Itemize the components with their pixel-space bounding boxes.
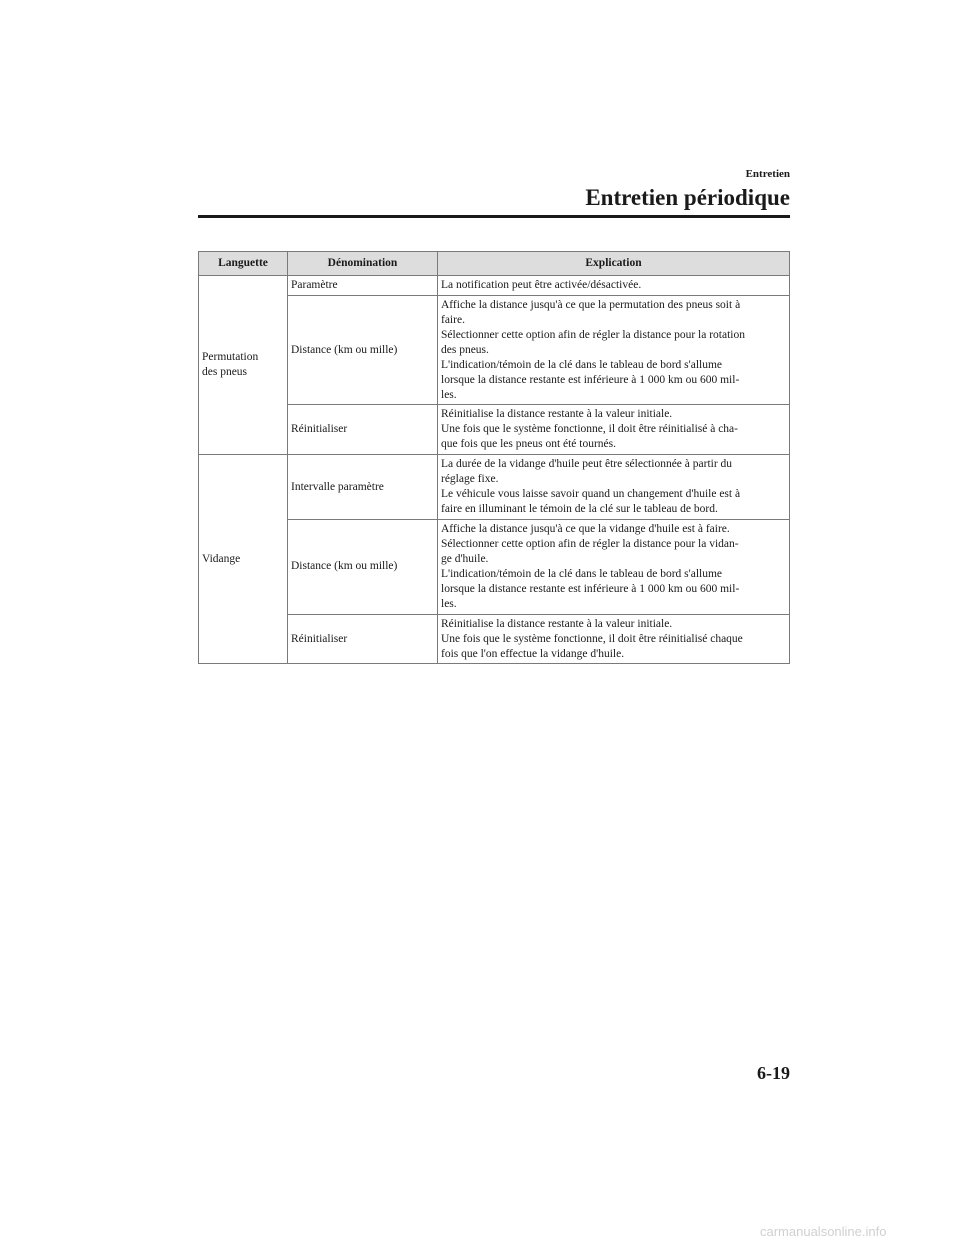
- tab-label-line: Vidange: [202, 552, 241, 565]
- tab-cell: [199, 455, 288, 664]
- page-header: [198, 168, 790, 209]
- explanation-line: des pneus.: [441, 343, 489, 356]
- explanation-line: Sélectionner cette option afin de régler la distance pour la vidan-: [441, 537, 739, 550]
- table-row: [199, 520, 790, 615]
- table-row: [199, 405, 790, 455]
- explanation-cell: [438, 295, 790, 405]
- name-cell: Paramètre: [288, 275, 438, 295]
- explanation-line: La notification peut être activée/désactivée.: [441, 278, 642, 291]
- tab-label-line: Permutation: [202, 351, 259, 364]
- explanation-cell: [438, 614, 790, 664]
- explanation-cell: [438, 275, 790, 295]
- explanation-line: Le véhicule vous laisse savoir quand un changement d'huile est à: [441, 488, 741, 501]
- site-watermark: carmanualsonline.info: [760, 1224, 887, 1239]
- explanation-cell: [438, 520, 790, 615]
- explanation-cell: [438, 405, 790, 455]
- name-cell: Distance (km ou mille): [288, 295, 438, 405]
- section-label: Entretien: [745, 168, 790, 180]
- table-row: [199, 295, 790, 405]
- maintenance-settings-table: [198, 251, 790, 664]
- tab-cell: [199, 275, 288, 454]
- explanation-line: Sélectionner cette option afin de régler la distance pour la rotation: [441, 328, 745, 341]
- explanation-line: ge d'huile.: [441, 552, 489, 565]
- explanation-line: les.: [441, 388, 457, 401]
- explanation-line: Une fois que le système fonctionne, il doit être réinitialisé à cha-: [441, 423, 738, 436]
- explanation-line: L'indication/témoin de la clé dans le tableau de bord s'allume: [441, 567, 723, 580]
- column-header-tab: Languette: [199, 252, 288, 276]
- name-cell: Réinitialiser: [288, 405, 438, 455]
- page-number: 6-19: [757, 1063, 790, 1083]
- explanation-line: lorsque la distance restante est inférieure à 1 000 km ou 600 mil-: [441, 373, 740, 386]
- explanation-line: Réinitialise la distance restante à la valeur initiale.: [441, 617, 673, 630]
- tab-label-line: des pneus: [202, 366, 248, 379]
- explanation-line: Affiche la distance jusqu'à ce que la vidange d'huile est à faire.: [441, 523, 730, 535]
- column-header-name: Dénomination: [288, 252, 438, 276]
- column-header-explanation: Explication: [438, 252, 790, 276]
- explanation-cell: [438, 455, 790, 520]
- explanation-line: lorsque la distance restante est inférieure à 1 000 km ou 600 mil-: [441, 582, 740, 595]
- table-body: [199, 275, 790, 664]
- page-title: Entretien périodique: [585, 185, 790, 210]
- table-row: [199, 455, 790, 520]
- explanation-line: La durée de la vidange d'huile peut être sélectionnée à partir du: [441, 458, 733, 471]
- name-cell: Réinitialiser: [288, 614, 438, 664]
- explanation-line: les.: [441, 597, 457, 610]
- explanation-line: réglage fixe.: [441, 473, 499, 486]
- table-header-row: [199, 252, 790, 276]
- explanation-line: L'indication/témoin de la clé dans le tableau de bord s'allume: [441, 358, 723, 371]
- header-divider: [198, 215, 790, 218]
- explanation-line: Affiche la distance jusqu'à ce que la permutation des pneus soit à: [441, 298, 741, 311]
- explanation-line: faire.: [441, 313, 465, 326]
- name-cell: Distance (km ou mille): [288, 520, 438, 615]
- table-row: [199, 614, 790, 664]
- explanation-line: faire en illuminant le témoin de la clé sur le tableau de bord.: [441, 503, 718, 516]
- explanation-line: fois que l'on effectue la vidange d'huile.: [441, 647, 625, 660]
- explanation-line: Une fois que le système fonctionne, il doit être réinitialisé chaque: [441, 632, 743, 645]
- name-cell: Intervalle paramètre: [288, 455, 438, 520]
- explanation-line: que fois que les pneus ont été tournés.: [441, 438, 617, 451]
- table-row: [199, 275, 790, 295]
- explanation-line: Réinitialise la distance restante à la valeur initiale.: [441, 408, 673, 421]
